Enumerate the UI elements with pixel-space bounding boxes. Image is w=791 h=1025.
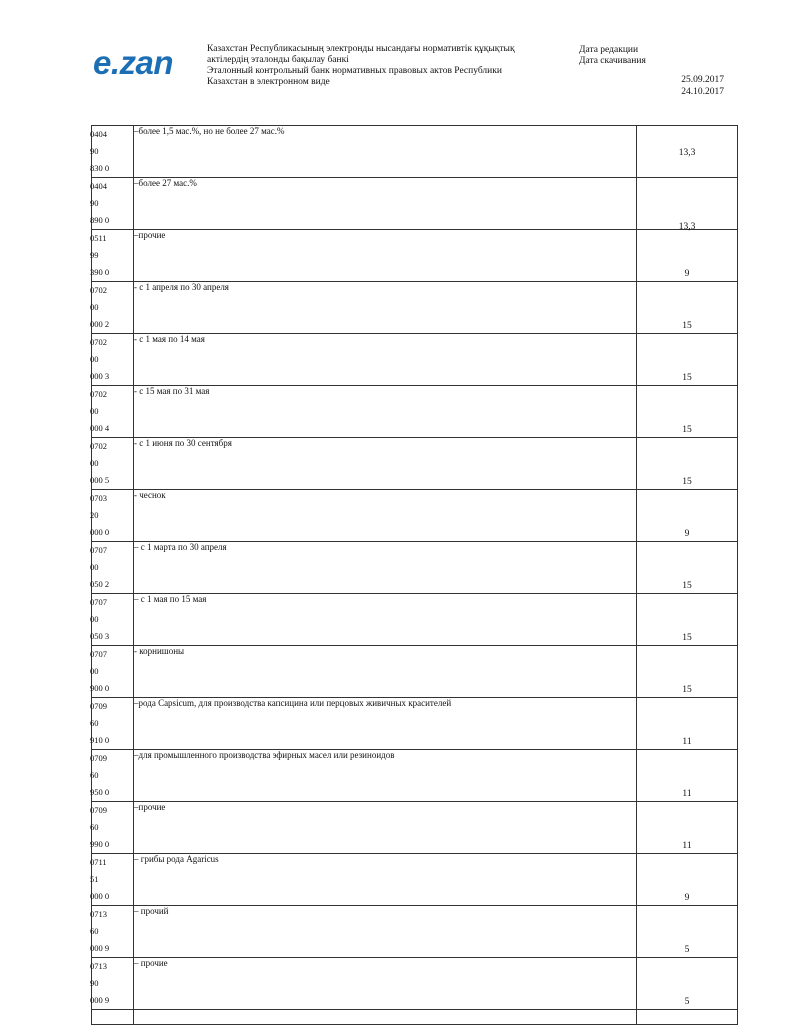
rate-cell	[637, 542, 738, 594]
rate-cell	[637, 646, 738, 698]
table-row	[92, 386, 738, 438]
code-cell	[92, 282, 134, 334]
code-part: 890 0	[90, 215, 110, 225]
code-cell	[92, 490, 134, 542]
code-part: 00	[90, 406, 99, 416]
rate-cell	[637, 802, 738, 854]
code-part: 60	[90, 718, 99, 728]
code-part: 000 4	[90, 423, 110, 433]
code-part: 60	[90, 770, 99, 780]
rate-cell	[637, 490, 738, 542]
rate-value: 13,3	[678, 148, 696, 158]
description-cell: –более 27 мас.%	[134, 178, 637, 230]
rate-value: 9	[684, 529, 690, 539]
code-cell	[92, 854, 134, 906]
code-part: 390 0	[90, 267, 110, 277]
code-part: 60	[90, 822, 99, 832]
table-row	[92, 854, 738, 906]
table-row	[92, 802, 738, 854]
table-row	[92, 750, 738, 802]
rate-cell	[637, 438, 738, 490]
empty-cell	[92, 1010, 134, 1025]
rate-value: 15	[682, 477, 692, 487]
rate-cell	[637, 594, 738, 646]
description-cell: - с 15 мая по 31 мая	[134, 386, 637, 438]
code-cell	[92, 542, 134, 594]
table-row	[92, 906, 738, 958]
table-row	[92, 230, 738, 282]
code-part: 000 0	[90, 891, 110, 901]
code-part: 0707	[90, 545, 107, 555]
rate-cell	[637, 178, 738, 230]
code-part: 0404	[90, 181, 107, 191]
code-cell	[92, 386, 134, 438]
rate-value: 13,3	[678, 222, 696, 232]
code-part: 00	[90, 302, 99, 312]
rate-value: 11	[682, 789, 692, 799]
rate-value: 5	[684, 997, 690, 1007]
empty-cell	[134, 1010, 637, 1025]
code-part: 950 0	[90, 787, 110, 797]
code-part: 000 9	[90, 943, 110, 953]
description-cell: – грибы рода Agaricus	[134, 854, 637, 906]
code-part: 51	[90, 874, 99, 884]
rate-cell	[637, 230, 738, 282]
description-cell: - с 1 апреля по 30 апреля	[134, 282, 637, 334]
rate-cell	[637, 386, 738, 438]
rate-value: 15	[682, 373, 692, 383]
download-date-value: 24.10.2017	[681, 87, 724, 97]
tariff-table	[91, 125, 738, 1025]
description-cell: –прочие	[134, 230, 637, 282]
table-row	[92, 958, 738, 1010]
code-part: 90	[90, 198, 99, 208]
code-part: 20	[90, 510, 99, 520]
table-row	[92, 126, 738, 178]
description-cell: –более 1,5 мас.%, но не более 27 мас.%	[134, 126, 637, 178]
code-part: 00	[90, 562, 99, 572]
code-part: 0702	[90, 337, 107, 347]
table-row	[92, 438, 738, 490]
code-part: 0702	[90, 285, 107, 295]
code-part: 90	[90, 146, 99, 156]
code-part: 90	[90, 978, 99, 988]
description-cell: –для промышленного производства эфирных масел или резиноидов	[134, 750, 637, 802]
header-date-labels	[579, 45, 646, 67]
code-cell	[92, 438, 134, 490]
code-cell	[92, 958, 134, 1010]
code-part: 0709	[90, 753, 107, 763]
code-cell	[92, 698, 134, 750]
code-cell	[92, 750, 134, 802]
code-part: 000 3	[90, 371, 110, 381]
rate-cell	[637, 334, 738, 386]
rate-value: 9	[684, 269, 690, 279]
code-part: 900 0	[90, 683, 110, 693]
description-cell: – прочие	[134, 958, 637, 1010]
empty-row	[92, 1010, 738, 1025]
description-cell: –рода Capsicum, для производства капсицина или перцовых живичных красителей	[134, 698, 637, 750]
code-cell	[92, 230, 134, 282]
edit-date-label: Дата редакции	[579, 45, 639, 55]
rate-cell	[637, 282, 738, 334]
header-line: актілердің эталонды бақылау банкі	[207, 55, 349, 65]
code-cell	[92, 594, 134, 646]
description-cell: – с 1 мая по 15 мая	[134, 594, 637, 646]
rate-cell	[637, 854, 738, 906]
rate-value: 9	[684, 893, 690, 903]
code-part: 00	[90, 458, 99, 468]
code-part: 00	[90, 666, 99, 676]
code-part: 0713	[90, 909, 107, 919]
empty-cell	[637, 1010, 738, 1025]
code-cell	[92, 646, 134, 698]
code-cell	[92, 126, 134, 178]
download-date-label: Дата скачивания	[579, 56, 646, 66]
edit-date-value: 25.09.2017	[681, 75, 724, 85]
code-part: 0702	[90, 441, 107, 451]
code-part: 000 5	[90, 475, 110, 485]
rate-cell	[637, 958, 738, 1010]
description-cell: – с 1 марта по 30 апреля	[134, 542, 637, 594]
description-cell: – прочий	[134, 906, 637, 958]
rate-value: 11	[682, 841, 692, 851]
rate-value: 15	[682, 685, 692, 695]
code-part: 0703	[90, 493, 107, 503]
code-part: 000 9	[90, 995, 110, 1005]
header-line: Казахстан в электронном виде	[207, 77, 330, 87]
code-part: 830 0	[90, 163, 110, 173]
header-line: Казахстан Республикасының электронды нысандағы нормативтік құқықтық	[207, 44, 515, 54]
code-part: 000 0	[90, 527, 110, 537]
table-row	[92, 698, 738, 750]
code-part: 99	[90, 250, 99, 260]
header-title	[207, 44, 567, 88]
code-part: 0404	[90, 129, 107, 139]
description-cell: - с 1 июня по 30 сентября	[134, 438, 637, 490]
rate-value: 15	[682, 425, 692, 435]
rate-value: 15	[682, 633, 692, 643]
table-row	[92, 178, 738, 230]
code-part: 00	[90, 614, 99, 624]
rate-cell	[637, 698, 738, 750]
code-cell	[92, 802, 134, 854]
code-part: 0707	[90, 597, 107, 607]
rate-value: 5	[684, 945, 690, 955]
description-cell: - корнишоны	[134, 646, 637, 698]
table-row	[92, 646, 738, 698]
code-part: 050 3	[90, 631, 110, 641]
code-part: 0702	[90, 389, 107, 399]
code-cell	[92, 906, 134, 958]
ezan-logo: e.zan	[93, 44, 174, 81]
tariff-table-body	[92, 126, 738, 1025]
code-part: 0711	[90, 857, 107, 867]
table-row	[92, 282, 738, 334]
header-line: Эталонный контрольный банк нормативных правовых актов Республики	[207, 66, 502, 76]
rate-cell	[637, 126, 738, 178]
table-row	[92, 542, 738, 594]
table-row	[92, 490, 738, 542]
code-cell	[92, 334, 134, 386]
table-row	[92, 594, 738, 646]
code-part: 0707	[90, 649, 107, 659]
header-dates	[672, 74, 724, 98]
code-cell	[92, 178, 134, 230]
code-part: 910 0	[90, 735, 110, 745]
code-part: 0709	[90, 701, 107, 711]
rate-value: 15	[682, 581, 692, 591]
description-cell: –прочие	[134, 802, 637, 854]
code-part: 60	[90, 926, 99, 936]
rate-value: 11	[682, 737, 692, 747]
code-part: 0709	[90, 805, 107, 815]
code-part: 00	[90, 354, 99, 364]
code-part: 990 0	[90, 839, 110, 849]
description-cell: - чеснок	[134, 490, 637, 542]
code-part: 050 2	[90, 579, 110, 589]
rate-cell	[637, 906, 738, 958]
code-part: 000 2	[90, 319, 110, 329]
rate-cell	[637, 750, 738, 802]
table-row	[92, 334, 738, 386]
code-part: 0713	[90, 961, 107, 971]
rate-value: 15	[682, 321, 692, 331]
description-cell: - с 1 мая по 14 мая	[134, 334, 637, 386]
code-part: 0511	[90, 233, 107, 243]
